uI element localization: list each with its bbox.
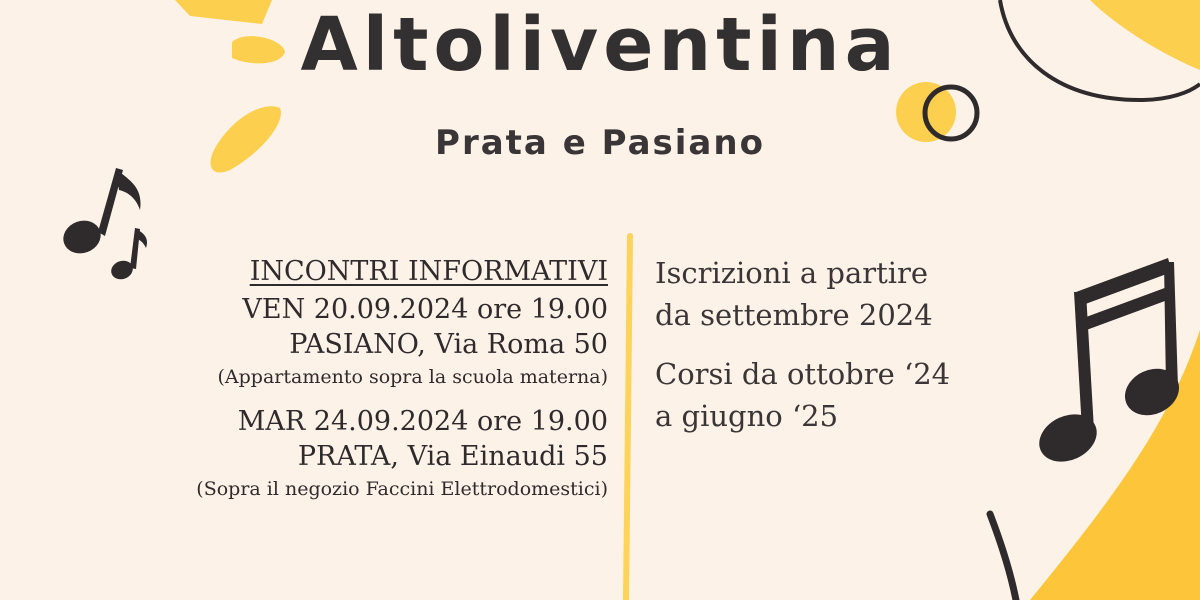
meeting-item [8,404,608,504]
music-note-icon [59,168,141,259]
courses-line-2: a giugno ‘25 [655,399,839,433]
meetings-section [8,252,608,504]
info-section [655,252,950,437]
registration-line-2: da settembre 2024 [655,298,933,332]
meeting-place: PASIANO, Via Roma 50 [289,329,608,360]
courses-line-1: Corsi da ottobre ‘24 [655,357,951,391]
association-label [1000,0,1173,1]
meeting-item [8,292,608,392]
baton-icon [990,514,1016,600]
page-title: Altoliventina [300,2,900,88]
meeting-datetime: MAR 24.09.2024 ore 19.00 [237,406,608,437]
page-subtitle: Prata e Pasiano [435,123,765,163]
registration-line-1: Iscrizioni a partire [655,256,929,290]
divider-line [626,236,630,600]
meeting-note: (Appartamento sopra la scuola materna) [217,366,608,388]
meeting-place: PRATA, Via Einaudi 55 [297,441,608,472]
meeting-datetime: VEN 20.09.2024 ore 19.00 [242,294,608,325]
meetings-heading: INCONTRI INFORMATIVI [249,256,608,287]
meeting-note: (Sopra il negozio Faccini Elettrodomestici) [196,478,608,500]
